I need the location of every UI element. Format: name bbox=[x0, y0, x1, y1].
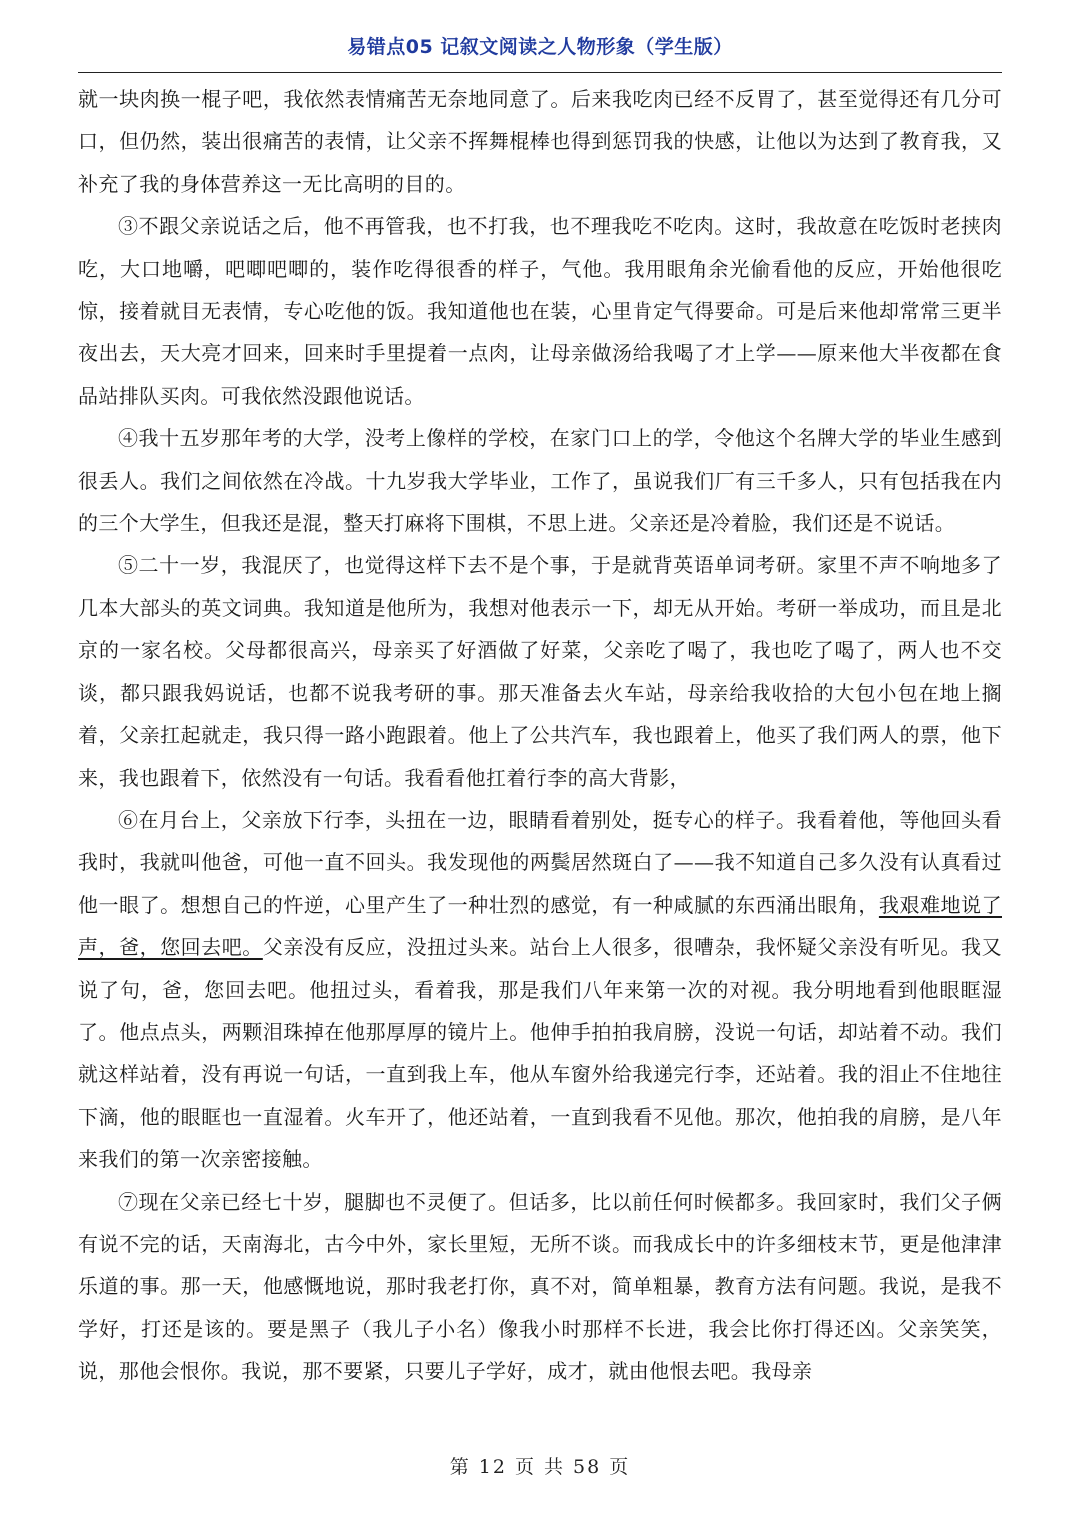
paragraph-5: ⑤二十一岁，我混厌了，也觉得这样下去不是个事，于是就背英语单词考研。家里不声不响地多了几本大部头的英文词典。我知道是他所为，我想对他表示一下，却无从开始。考研一举成功，而且是北京的一家名校。父母都很高兴，母亲买了好酒做了好菜，父亲吃了喝了，我也吃了喝了，两人也不交谈，都只跟我妈说话，也都不说我考研的事。那天准备去火车站，母亲给我收拾的大包小包在地上搁着，父亲扛起就走，我只得一路小跑跟着。他上了公共汽车，我也跟着上，他买了我们两人的票，他下来，我也跟着下，依然没有一句话。我看看他扛着行李的高大背影， bbox=[78, 553, 1002, 790]
underlined-sentence: 我艰难地说了声，爸，您回去吧。 bbox=[78, 892, 1002, 960]
document-title: 易错点05 记叙文阅读之人物形象（学生版） bbox=[347, 36, 733, 58]
paragraph-6-after: 父亲没有反应，没扭过头来。站台上人很多，很嘈杂，我怀疑父亲没有听见。我又说了句，爸，您回去吧。他扭过头，看着我，那是我们八年来第一次的对视。我分明地看到他眼眶湿了。他点点头，两颗泪珠掉在他那厚厚的镜片上。他伸手拍拍我肩膀，没说一句话，却站着不动。我们就这样站着，没有再说一句话，一直到我上车，他从车窗外给我递完行李，还站着。我的泪止不住地往下滴，他的眼眶也一直湿着。火车开了，他还站着，一直到我看不见他。那次，他拍我的肩膀，是八年来我们的第一次亲密接触。 bbox=[78, 935, 1002, 1172]
paragraph-6-before: ⑥在月台上，父亲放下行李，头扭在一边，眼睛看着别处，挺专心的样子。我看着他，等他回头看我时，我就叫他爸，可他一直不回头。我发现他的两鬓居然斑白了——我不知道自己多久没有认真看过他一眼了。想想自己的忤逆，心里产生了一种壮烈的感觉，有一种咸腻的东西涌出眼角， bbox=[78, 807, 1002, 917]
page-number: 第 12 页 共 58 页 bbox=[449, 1456, 631, 1478]
paragraph-7: ⑦现在父亲已经七十岁，腿脚也不灵便了。但话多，比以前任何时候都多。我回家时，我们父子俩有说不完的话，天南海北，古今中外，家长里短，无所不谈。而我成长中的许多细枝末节，更是他津津乐道的事。那一天，他感慨地说，那时我老打你，真不对，简单粗暴，教育方法有问题。我说，是我不学好，打还是该的。要是黑子（我儿子小名）像我小时那样不长进，我会比你打得还凶。父亲笑笑，说，那他会恨你。我说，那不要紧，只要儿子学好，成才，就由他恨去吧。我母亲 bbox=[78, 1189, 1002, 1384]
paragraph-3: ③不跟父亲说话之后，他不再管我，也不打我，也不理我吃不吃肉。这时，我故意在吃饭时老挟肉吃，大口地嚼，吧唧吧唧的，装作吃得很香的样子，气他。我用眼角余光偷看他的反应，开始他很吃惊，接着就目无表情，专心吃他的饭。我知道他也在装，心里肯定气得要命。可是后来他却常常三更半夜出去，天大亮才回来，回来时手里提着一点肉，让母亲做汤给我喝了才上学——原来他大半夜都在食品站排队买肉。可我依然没跟他说话。 bbox=[78, 214, 1002, 408]
article-body bbox=[78, 78, 1002, 1393]
paragraph-6 bbox=[78, 799, 1002, 1181]
page-header bbox=[78, 28, 1002, 73]
page-footer bbox=[0, 1452, 1080, 1479]
paragraph-continued: 就一块肉换一棍子吧，我依然表情痛苦无奈地同意了。后来我吃肉已经不反胃了，甚至觉得还有几分可口，但仍然，装出很痛苦的表情，让父亲不挥舞棍棒也得到惩罚我的快感，让他以为达到了教育我，又补充了我的身体营养这一无比高明的目的。 bbox=[78, 87, 1002, 196]
paragraph-4: ④我十五岁那年考的大学，没考上像样的学校，在家门口上的学，令他这个名牌大学的毕业生感到很丢人。我们之间依然在冷战。十九岁我大学毕业，工作了，虽说我们厂有三千多人，只有包括我在内的三个大学生，但我还是混，整天打麻将下围棋，不思上进。父亲还是冷着脸，我们还是不说话。 bbox=[78, 426, 1002, 536]
